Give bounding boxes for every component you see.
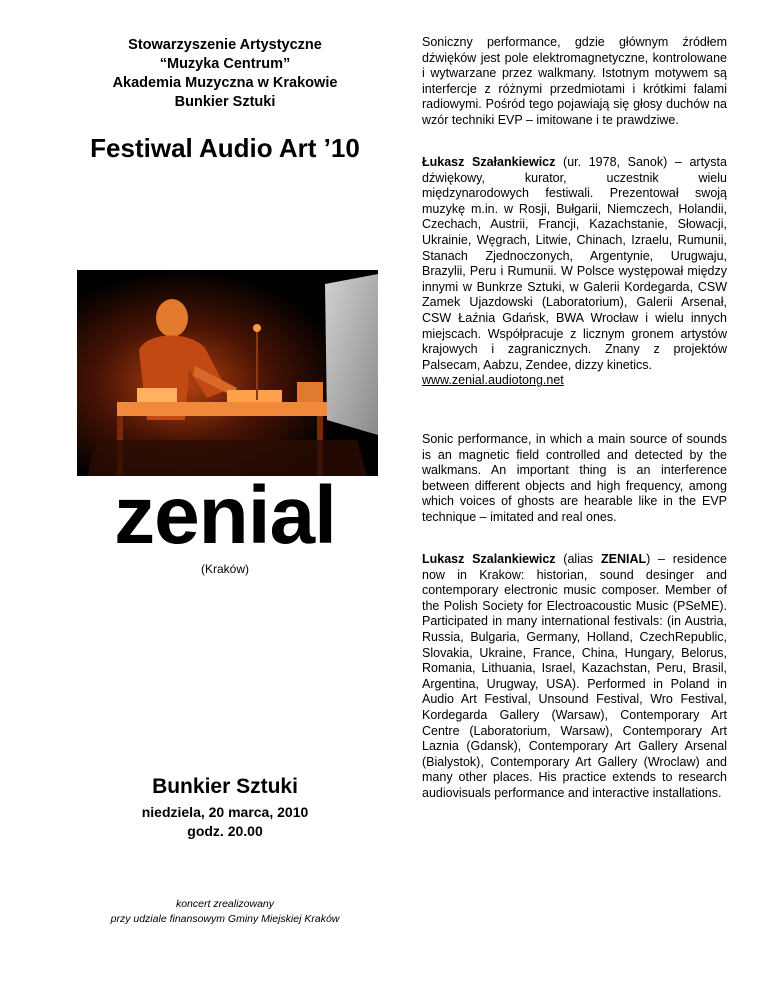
en-bio-alias: ZENIAL — [600, 552, 647, 566]
organizer-line: Stowarzyszenie Artystyczne — [128, 37, 322, 53]
en-artist-bio — [422, 552, 727, 802]
event-datetime — [60, 803, 390, 841]
performer-photo-image — [77, 270, 378, 476]
venue-name: Bunkier Sztuki — [152, 775, 298, 798]
organizer-block — [60, 36, 390, 112]
organizer-line: Akademia Muzyczna w Krakowie — [112, 75, 338, 91]
performer-photo — [77, 270, 378, 476]
en-bio-alias-prefix: (alias — [555, 552, 601, 566]
artist-website-link[interactable]: www.zenial.audiotong.net — [422, 373, 564, 388]
en-performance-description: Sonic performance, in which a main source of sounds is an magnetic field controlled and detected by the walkmans. An important thing is an interference between different objects and high frequency, among which voices of ghosts are hearable like in the EVP technique – imitated and real ones. — [422, 432, 727, 524]
event-time: godz. 20.00 — [187, 823, 263, 839]
pl-bio-text: (ur. 1978, Sanok) – artysta dźwiękowy, kurator, uczestnik wielu międzynarodowych festiwali. Prezentował swoją muzykę m.in. w Rosji, Bułgarii, Niemczech, Holandii, Czechach, Austrii, Francji, Kazachstanie, Słowacji, Ukrainie, Węgrach, Litwie, Chinach, Izraelu, Rumunii, Stanach Zjednoczonych, Argentynie, Urugwaju, Brazylii, Peru i Rumunii. W Polsce występował między innymi w Bunkrze Sztuki, w Galerii Kordegarda, CSW Zamek Ujazdowski (Laboratorium), Galerii Arsenał, CSW Łaźnia Gdańsk, BWA Wrocław i wielu innych miejscach. Współpracuje z licznym gronem artystów krajowych i zagranicznych. Znany z projektów Palsecam, Aabzu, Zendee, dizzy kinetics. — [422, 155, 727, 372]
en-bio-name: Lukasz Szalankiewicz — [422, 552, 556, 566]
funding-line: koncert zrealizowany — [175, 898, 275, 910]
pl-bio-name: Łukasz Szałankiewicz — [422, 155, 556, 169]
pl-artist-bio — [422, 155, 727, 389]
funding-note — [50, 897, 400, 927]
en-bio-text: ) – residence now in Krakow: historian, sound desinger and contemporary electronic music composer. Member of the Polish Society for Electroacoustic Music (PSeME). Participated in many international festivals: (in Austria, Russia, Bulgaria, Germany, Holland, CzechRepublic, Slovakia, Ukraine, France, China, Hungary, Belorus, Romania, Lithuania, Israel, Kazachstan, Peru, Brasil, Argentina, Urugway, USA). Performed in Poland in Audio Art Festival, Unsound Festival, Wro Festival, Kordegarda Gallery (Warsaw), Contemporary Art Centre (Laboratorium, Warsaw), Contemporary Art Laznia (Gdansk), Contemporary Art Gallery Arsenal (Bialystok), Contemporary Art Gallery (Wroclaw) and many other places. His practice extends to research audiovisuals performance and interactive installations. — [422, 552, 727, 800]
funding-line: przy udziale finansowym Gminy Miejskiej Kraków — [110, 913, 340, 925]
festival-title: Festiwal Audio Art ’10 — [90, 133, 360, 163]
organizer-line: Bunkier Sztuki — [174, 94, 276, 110]
artist-name: zenial — [114, 470, 336, 561]
organizer-line: “Muzyka Centrum” — [159, 56, 291, 72]
event-date: niedziela, 20 marca, 2010 — [141, 804, 309, 820]
pl-performance-description: Soniczny performance, gdzie głównym źródłem dźwięków jest pole elektromagnetyczne, kontrolowane i wytwarzane przez walkmany. Istotnym motywem są interfercje z różnymi przedmiotami i krótkimi falami radiowymi. Pośród tego pojawiają się głosy duchów na wzór techniki EVP – imitowane i te prawdziwe. — [422, 35, 727, 127]
artist-city: (Kraków) — [200, 562, 249, 576]
